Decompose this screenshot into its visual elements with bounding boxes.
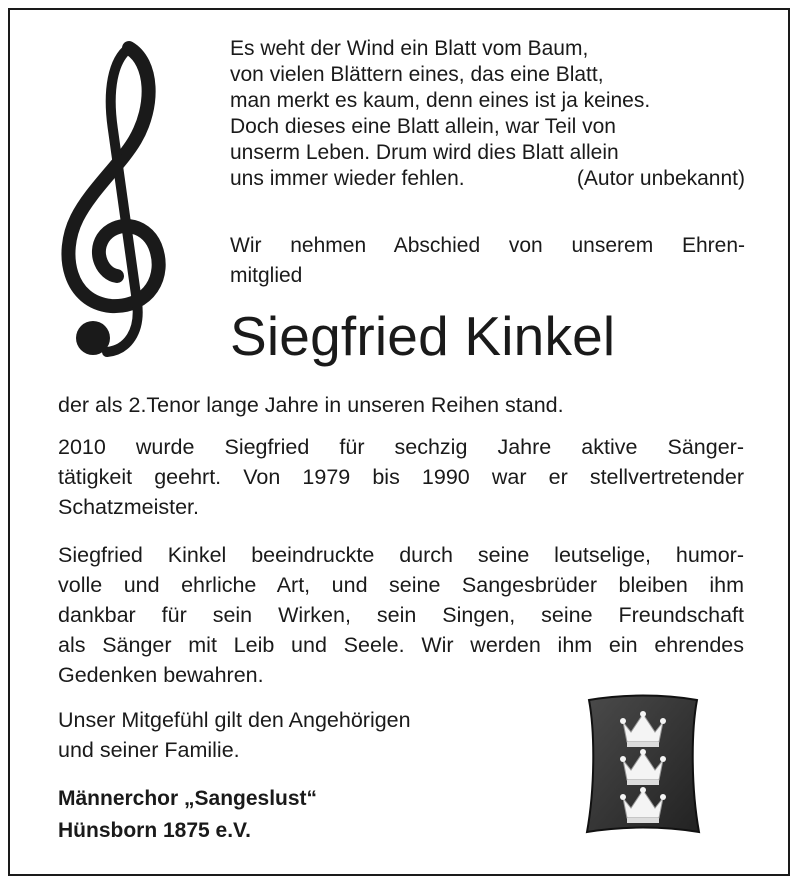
farewell-intro: [230, 231, 745, 291]
paragraph-line: der als 2.Tenor lange Jahre in unseren Reihen stand.: [58, 393, 564, 417]
paragraph-line: tätigkeit geehrt. Von 1979 bis 1990 war er stellvertretender: [58, 465, 744, 489]
poem-line: uns immer wieder fehlen.: [230, 167, 465, 190]
tenor-paragraph: [58, 390, 744, 420]
poem-line: von vielen Blättern eines, das eine Blatt,: [230, 63, 604, 86]
paragraph-line: als Sänger mit Leib und Seele. Wir werden ihm ein ehrendes: [58, 633, 744, 657]
paragraph-line: und seiner Familie.: [58, 738, 240, 762]
paragraph-line: Siegfried Kinkel beeindruckte durch seine leutselige, humor-: [58, 543, 744, 567]
paragraph-line: Schatzmeister.: [58, 495, 199, 519]
tribute-paragraph: [58, 540, 744, 690]
poem-line: man merkt es kaum, denn eines ist ja keines.: [230, 89, 651, 112]
poem: [230, 36, 745, 192]
paragraph-line: volle und ehrliche Art, und seine Sangesbrüder bleiben ihm: [58, 573, 744, 597]
paragraph-line: 2010 wurde Siegfried für sechzig Jahre aktive Sänger-: [58, 435, 744, 459]
club-name: Männerchor „Sangeslust“: [58, 787, 318, 810]
paragraph-line: Unser Mitgefühl gilt den Angehörigen: [58, 708, 411, 732]
poem-author: (Autor unbekannt): [576, 167, 745, 190]
deceased-name: Siegfried Kinkel: [230, 305, 616, 367]
poem-line: Doch dieses eine Blatt allein, war Teil von: [230, 115, 616, 138]
sympathy-paragraph: [58, 705, 411, 765]
intro-line: Wir nehmen Abschied von unserem Ehren-: [230, 234, 745, 257]
signature: [58, 783, 317, 847]
coat-of-arms-icon: [583, 692, 703, 840]
club-location: Hünsborn 1875 e.V.: [58, 819, 251, 842]
paragraph-line: Gedenken bewahren.: [58, 663, 264, 687]
poem-line: Es weht der Wind ein Blatt vom Baum,: [230, 37, 589, 60]
intro-line: mitglied: [230, 264, 303, 287]
paragraph-line: dankbar für sein Wirken, sein Singen, seine Freundschaft: [58, 603, 744, 627]
honor-paragraph: [58, 432, 744, 522]
treble-clef-icon: [55, 40, 175, 370]
poem-line: unserm Leben. Drum wird dies Blatt allein: [230, 141, 619, 164]
poem-last-line: [230, 166, 745, 192]
